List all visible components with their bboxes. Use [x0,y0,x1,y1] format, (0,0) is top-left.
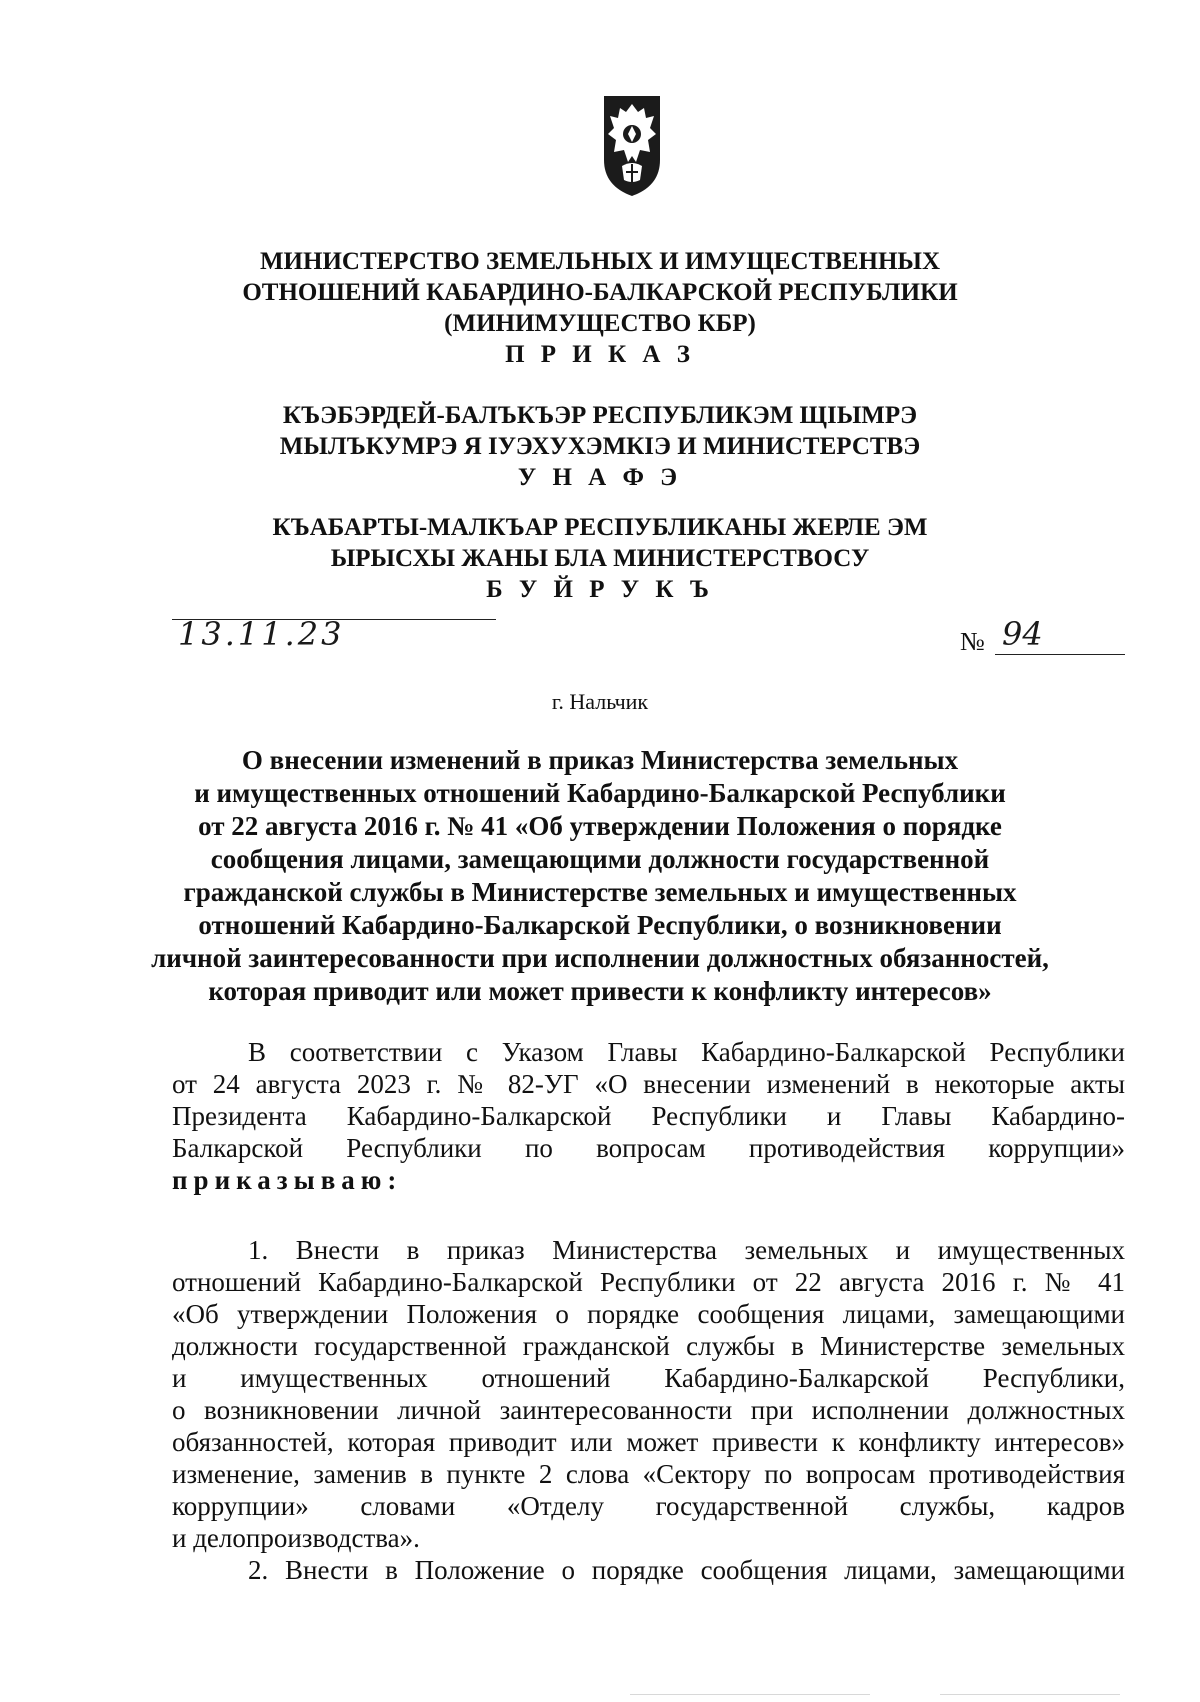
ministry-ru-line: МИНИСТЕРСТВО ЗЕМЕЛЬНЫХ И ИМУЩЕСТВЕННЫХ [259,248,941,275]
ministry-ru-line: ОТНОШЕНИЙ КАБАРДИНО-БАЛКАРСКОЙ РЕСПУБЛИКИ [242,279,958,306]
doc-type-karachay-balkar: Б У Й Р У К Ъ [486,576,714,603]
order-title [150,744,1050,1008]
order-number: 94 [1002,615,1043,653]
ministry-name-russian [150,246,1050,370]
number-sign: № [960,627,985,656]
scan-artifact [630,1694,870,1695]
number-underline [995,654,1125,655]
title-line: отношений Кабардино-Балкарской Республики, о возникновении [198,910,1002,940]
item-1-line: и делопроизводства». [172,1523,420,1553]
preamble-paragraph [172,1036,1125,1196]
item-2-paragraph [172,1554,1125,1586]
item-1-line: изменение, заменив в пункте 2 слова «Сектору по вопросам противодействия [172,1459,1125,1489]
title-line: и имущественных отношений Кабардино-Балкарской Республики [194,778,1006,808]
preamble-line: В соответствии с Указом Главы Кабардино-Балкарской Республики [248,1037,1125,1067]
title-line: гражданской службы в Министерстве земельных и имущественных [183,877,1017,907]
preamble-line: Президента Кабардино-Балкарской Республики и Главы Кабардино- [172,1101,1125,1131]
item-1-line: о возникновении личной заинтересованности при исполнении должностных [172,1395,1125,1425]
item-1-line: 1. Внести в приказ Министерства земельных и имущественных [248,1235,1125,1265]
coat-of-arms-emblem [600,90,664,200]
item-1-line: и имущественных отношений Кабардино-Балкарской Республики, [172,1363,1125,1393]
ministry-kbd-line: КЪЭБЭРДЕЙ-БАЛЪКЪЭР РЕСПУБЛИКЭМ ЩIЫМРЭ [282,402,918,429]
scan-artifact [940,1694,1120,1695]
preamble-line: Балкарской Республики по вопросам противодействия коррупции» [172,1133,1125,1163]
doc-type-kabardian: У Н А Ф Э [517,464,683,491]
title-line: О внесении изменений в приказ Министерства земельных [241,745,959,775]
ministry-krc-line: КЪАБАРТЫ-МАЛКЪАР РЕСПУБЛИКАНЫ ЖЕРЛЕ ЭМ [272,514,928,541]
title-line: от 22 августа 2016 г. № 41 «Об утверждении Положения о порядке [198,811,1002,841]
item-1-line: коррупции» словами «Отделу государственной службы, кадров [172,1491,1125,1521]
ministry-name-karachay-balkar [150,512,1050,605]
ministry-name-kabardian [150,400,1050,493]
title-line: сообщения лицами, замещающими должности государственной [210,844,990,874]
doc-type-russian: П Р И К А З [505,341,695,368]
date-underline [172,619,496,620]
city: г. Нальчик [551,689,649,714]
item-1-line: отношений Кабардино-Балкарской Республики от 22 августа 2016 г. № 41 [172,1267,1125,1297]
title-line: которая приводит или может привести к конфликту интересов» [208,976,992,1006]
title-line: личной заинтересованности при исполнении должностных обязанностей, [151,943,1049,973]
item-1-line: обязанностей, которая приводит или может привести к конфликту интересов» [172,1427,1125,1457]
item-2-line: 2. Внести в Положение о порядке сообщения лицами, замещающими [248,1555,1125,1585]
item-1-line: «Об утверждении Положения о порядке сообщения лицами, замещающими [172,1299,1125,1329]
ministry-ru-line: (МИНИМУЩЕСТВО КБР) [444,310,756,337]
ministry-krc-line: ЫРЫСХЫ ЖАНЫ БЛА МИНИСТЕРСТВОСУ [330,545,870,572]
preamble-line: от 24 августа 2023 г. № 82-УГ «О внесении изменений в некоторые акты [172,1069,1125,1099]
item-1-paragraph [172,1234,1125,1554]
ministry-kbd-line: МЫЛЪКУМРЭ Я IУЭХУХЭМКIЭ И МИНИСТЕРСТВЭ [279,433,921,460]
order-date: 13.11.23 [178,615,345,653]
order-word: приказываю: [172,1165,403,1195]
item-1-line: должности государственной гражданской службы в Министерстве земельных [172,1331,1125,1361]
